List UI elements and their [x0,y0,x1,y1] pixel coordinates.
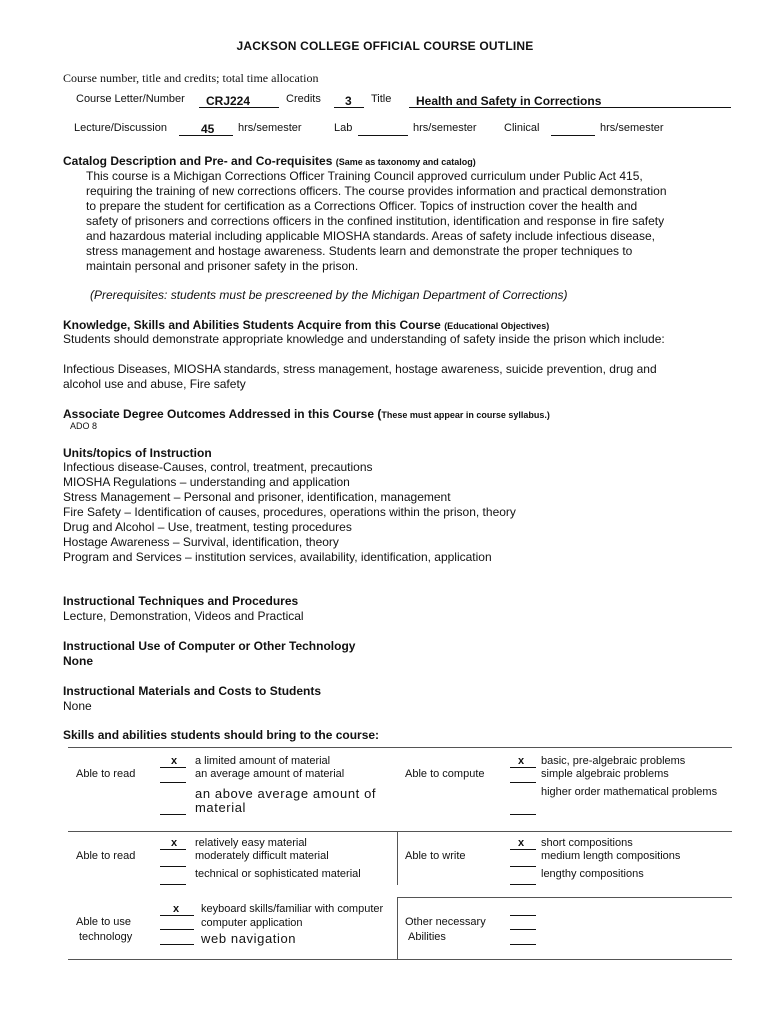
header-note: Course number, title and credits; total time allocation [63,71,319,85]
catalog-line: requiring the training of new corrections officers. The course provides information and practical demonstration [86,184,667,198]
ado-heading-note: These must appear in course syllabus.) [381,410,550,420]
unit-item: MIOSHA Regulations – understanding and application [63,475,350,489]
ado-heading-text: Associate Degree Outcomes Addressed in this Course ( [63,407,382,421]
check-blank[interactable] [160,814,186,815]
other-label: Other necessary [405,916,486,928]
catalog-line: to prepare the student for certification as a Corrections Officer. Topics of instruction cover the health and [86,199,638,213]
check-blank[interactable] [160,944,194,945]
check-blank[interactable] [510,884,536,885]
read-option: an above average amount of [195,786,377,801]
write-option: short compositions [541,837,633,849]
catalog-description [86,169,696,274]
tech-option: computer application [201,917,303,929]
write-label: Able to write [405,850,466,862]
unit-item: Stress Management – Personal and prisoner, identification, management [63,490,451,504]
tech-label: technology [79,931,133,943]
lab-label: Lab [334,122,353,134]
course-title-value: Health and Safety in Corrections [416,94,602,108]
read-label: Able to read [76,768,136,780]
lecture-hours-value: 45 [201,122,215,136]
read-option: relatively easy material [195,837,307,849]
read-option: material [195,800,247,815]
write-option: lengthy compositions [541,868,644,880]
techniques-value: Lecture, Demonstration, Videos and Practical [63,609,304,623]
computer-heading: Instructional Use of Computer or Other Technology [63,639,356,653]
tech-option: keyboard skills/familiar with computer [201,903,384,915]
document-title: JACKSON COLLEGE OFFICIAL COURSE OUTLINE [236,39,534,53]
table-top-rule [68,747,732,748]
tech-option: web navigation [201,931,297,946]
course-letter-label: Course Letter/Number [76,93,185,105]
catalog-line: and hazardous material including applicable MIOSHA standards. Areas of safety include infectious disease, [86,229,655,243]
ksa-heading-note: (Educational Objectives) [444,321,550,331]
lecture-label: Lecture/Discussion [74,122,167,134]
computer-value: None [63,654,93,668]
skills-heading: Skills and abilities students should bring to the course: [63,728,380,742]
check-blank[interactable] [160,929,194,930]
other-label: Abilities [408,931,446,943]
check-blank[interactable] [160,915,194,916]
check-blank[interactable] [510,915,536,916]
table-bottom-rule [68,959,732,960]
tech-label: Able to use [76,916,132,928]
check-blank[interactable] [510,814,536,815]
lecture-hrs-label: hrs/semester [238,122,302,134]
table-vrule [397,897,398,959]
read-option: a limited amount of material [195,755,331,767]
check-blank[interactable] [510,866,536,867]
table-mid-rule [68,831,732,832]
check-blank[interactable] [510,944,536,945]
check-blank[interactable] [160,884,186,885]
write-option: medium length compositions [541,850,681,862]
ado-heading [63,407,550,421]
units-heading: Units/topics of Instruction [63,446,212,460]
read-option: technical or sophisticated material [195,868,361,880]
credits-value: 3 [345,94,352,108]
unit-item: Hostage Awareness – Survival, identification, theory [63,535,339,549]
catalog-line: stress management and hostage awareness. Students learn and demonstrate the proper techniques to [86,244,633,258]
compute-option: basic, pre-algebraic problems [541,755,686,767]
read-option: moderately difficult material [195,850,329,862]
clinical-hrs-label: hrs/semester [600,122,664,134]
ksa-heading [63,318,549,332]
check-blank[interactable] [510,929,536,930]
materials-heading: Instructional Materials and Costs to Students [63,684,322,698]
unit-item: Program and Services – institution services, availability, identification, application [63,550,492,564]
clinical-line [551,135,595,136]
catalog-heading-text: Catalog Description and Pre- and Co-requisites [63,154,333,168]
check-mark: x [173,903,180,915]
ado-value: ADO 8 [70,421,98,431]
check-mark: x [171,755,178,767]
title-label: Title [371,93,392,105]
read-option: an average amount of material [195,768,345,780]
check-blank[interactable] [510,767,536,768]
lab-line [358,135,408,136]
materials-value: None [63,699,92,713]
compute-option: simple algebraic problems [541,768,669,780]
check-blank[interactable] [160,866,186,867]
catalog-heading [63,154,476,168]
check-blank[interactable] [160,849,186,850]
course-number-value: CRJ224 [206,94,251,108]
ksa-heading-text: Knowledge, Skills and Abilities Students Acquire from this Course [63,318,441,332]
prerequisites: (Prerequisites: students must be prescreened by the Michigan Department of Corrections) [90,288,568,302]
unit-item: Fire Safety – Identification of causes, procedures, operations within the prison, theory [63,505,516,519]
ksa-line: alcohol use and abuse, Fire safety [63,377,246,391]
table-vrule [397,831,398,885]
unit-item: Drug and Alcohol – Use, treatment, testing procedures [63,520,352,534]
catalog-line: maintain personal and prisoner safety in the prison. [86,259,359,273]
ksa-line: Infectious Diseases, MIOSHA standards, stress management, hostage awareness, suicide prevention, drug and [63,362,657,376]
check-mark: x [518,755,525,767]
check-mark: x [171,837,178,849]
ksa-line: Students should demonstrate appropriate knowledge and understanding of safety inside the prison which include: [63,332,665,346]
check-blank[interactable] [160,767,186,768]
read-label: Able to read [76,850,136,862]
techniques-heading: Instructional Techniques and Procedures [63,594,299,608]
credits-label: Credits [286,93,321,105]
unit-item: Infectious disease-Causes, control, treatment, precautions [63,460,373,474]
catalog-line: safety of prisoners and corrections officers in the confined institution, identification and response in fire safety [86,214,665,228]
catalog-heading-note: (Same as taxonomy and catalog) [335,157,476,167]
check-mark: x [518,837,525,849]
catalog-line: This course is a Michigan Corrections Officer Training Council approved curriculum under Public Act 415, [86,169,643,183]
check-blank[interactable] [510,782,536,783]
lab-hrs-label: hrs/semester [413,122,477,134]
table-inner-rule [397,897,732,898]
compute-label: Able to compute [405,768,485,780]
check-blank[interactable] [160,782,186,783]
compute-option: higher order mathematical problems [541,786,718,798]
check-blank[interactable] [510,849,536,850]
clinical-label: Clinical [504,122,540,134]
